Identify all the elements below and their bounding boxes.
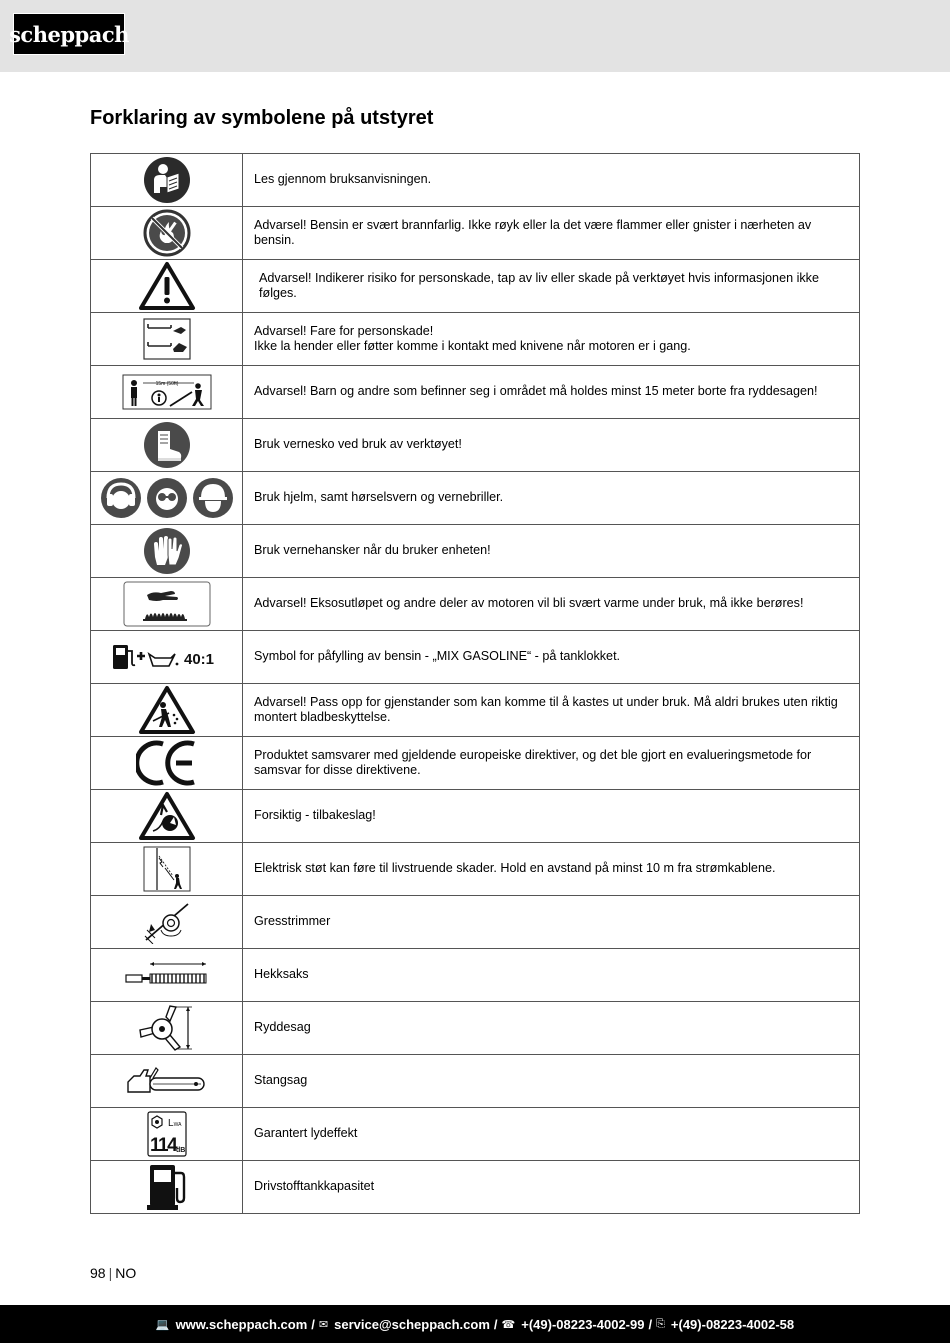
page-number: 98 | NO xyxy=(90,1265,137,1281)
symbol-description: Bruk vernesko ved bruk av verktøyet! xyxy=(243,419,860,472)
footer-bar xyxy=(0,1305,950,1343)
footer-email-link[interactable]: service@scheppach.com xyxy=(334,1316,490,1332)
fuel-mix-icon xyxy=(111,641,223,673)
power-line-icon xyxy=(143,846,191,892)
table-row xyxy=(91,525,860,578)
hot-surface-icon xyxy=(123,581,211,627)
read-manual-icon xyxy=(143,156,191,204)
symbol-description: Forsiktig - tilbakeslag! xyxy=(243,790,860,843)
symbol-description: Symbol for påfylling av bensin - „MIX GASOLINE“ - på tanklokket. xyxy=(243,631,860,684)
warning-triangle-icon xyxy=(138,261,196,311)
symbol-description: Produktet samsvarer med gjeldende europeiske direktiver, og det ble gjort en evalueringsmetode for samsvar for disse direktivene. xyxy=(243,737,860,790)
distance-label: 15m (50ft) xyxy=(155,381,178,387)
sound-lwa-label: L xyxy=(167,1118,174,1129)
symbol-description: Bruk vernehansker når du bruker enheten! xyxy=(243,525,860,578)
table-row xyxy=(91,419,860,472)
symbol-description: Advarsel! Fare for personskade! Ikke la hender eller føtter komme i kontakt med knivene når motoren er i gang. xyxy=(243,313,860,366)
safety-boots-icon xyxy=(143,421,191,469)
symbol-description: Garantert lydeffekt xyxy=(243,1108,860,1161)
table-row xyxy=(91,1161,860,1214)
table-row xyxy=(91,578,860,631)
symbol-description: Hekksaks xyxy=(243,949,860,1002)
table-row xyxy=(91,260,860,313)
sound-power-icon xyxy=(147,1111,187,1157)
page-title: Forklaring av symbolene på utstyret xyxy=(90,107,434,129)
sound-unit: dB xyxy=(175,1147,185,1154)
table-row xyxy=(91,472,860,525)
flying-objects-icon xyxy=(138,685,196,735)
sound-level-value: 114 xyxy=(149,1135,176,1156)
table-row xyxy=(91,790,860,843)
table-row xyxy=(91,313,860,366)
table-row xyxy=(91,631,860,684)
symbol-description: Advarsel! Pass opp for gjenstander som kan komme til å kastes ut under bruk. Må aldri brukes uten riktig montert bladbeskyttelse. xyxy=(243,684,860,737)
symbol-description: Advarsel! Indikerer risiko for personskade, tap av liv eller skade på verktøyet hvis informasjonen ikke følges. xyxy=(243,260,860,313)
safety-gloves-icon xyxy=(143,527,191,575)
table-row xyxy=(91,1108,860,1161)
symbol-description: Stangsag xyxy=(243,1055,860,1108)
table-row xyxy=(91,949,860,1002)
ce-mark-icon xyxy=(136,739,198,787)
symbol-description: Advarsel! Eksosutløpet og andre deler av motoren vil bli svært varme under bruk, må ikke berøres! xyxy=(243,578,860,631)
footer-separator: / xyxy=(648,1316,653,1332)
table-row xyxy=(91,154,860,207)
table-row xyxy=(91,366,860,419)
computer-icon: 💻 xyxy=(155,1318,170,1331)
footer-separator: / xyxy=(493,1316,498,1332)
footer-website-link[interactable]: www.scheppach.com xyxy=(175,1316,308,1332)
kickback-icon xyxy=(138,791,196,841)
symbols-table xyxy=(90,153,860,1214)
table-row xyxy=(91,207,860,260)
symbol-description: Bruk hjelm, samt hørselsvern og vernebriller. xyxy=(243,472,860,525)
table-row xyxy=(91,1002,860,1055)
blade-hands-feet-icon xyxy=(143,318,191,360)
footer-phone: +(49)-08223-4002-99 xyxy=(521,1316,645,1332)
symbol-description: Advarsel! Bensin er svært brannfarlig. Ikke røyk eller la det være flammer eller gnister i nærheten av bensin. xyxy=(243,207,860,260)
symbol-description: Les gjennom bruksanvisningen. xyxy=(243,154,860,207)
table-row xyxy=(91,737,860,790)
table-row xyxy=(91,843,860,896)
no-fire-icon xyxy=(143,209,191,257)
footer-fax: +(49)-08223-4002-58 xyxy=(670,1316,795,1332)
scheppach-logo: scheppach xyxy=(13,13,125,55)
symbol-description: Gresstrimmer xyxy=(243,896,860,949)
distance-15m-icon xyxy=(122,374,212,410)
table-row xyxy=(91,896,860,949)
hedge-trimmer-icon xyxy=(124,958,210,992)
mail-icon: ✉ xyxy=(318,1318,329,1331)
grass-trimmer-icon xyxy=(141,900,193,944)
fax-icon: ⎘ xyxy=(656,1317,665,1330)
header-bar xyxy=(0,0,950,72)
footer-separator: / xyxy=(311,1316,315,1332)
table-row xyxy=(91,684,860,737)
symbol-description: Drivstofftankkapasitet xyxy=(243,1161,860,1214)
fuel-pump-icon xyxy=(143,1162,191,1212)
table-row xyxy=(91,1055,860,1108)
sound-lwa-sub: WA xyxy=(173,1122,181,1128)
phone-icon: ☎ xyxy=(501,1318,516,1331)
ear-eye-head-protection-icon xyxy=(100,476,234,520)
symbol-description: Advarsel! Barn og andre som befinner seg i området må holdes minst 15 meter borte fra ryddesagen! xyxy=(243,366,860,419)
pole-saw-icon xyxy=(124,1066,210,1096)
symbol-description: Ryddesag xyxy=(243,1002,860,1055)
mix-ratio-label: 40:1 xyxy=(183,651,214,668)
brush-cutter-blade-icon xyxy=(136,1003,198,1053)
symbol-description: Elektrisk støt kan føre til livstruende skader. Hold en avstand på minst 10 m fra strømkablene. xyxy=(243,843,860,896)
